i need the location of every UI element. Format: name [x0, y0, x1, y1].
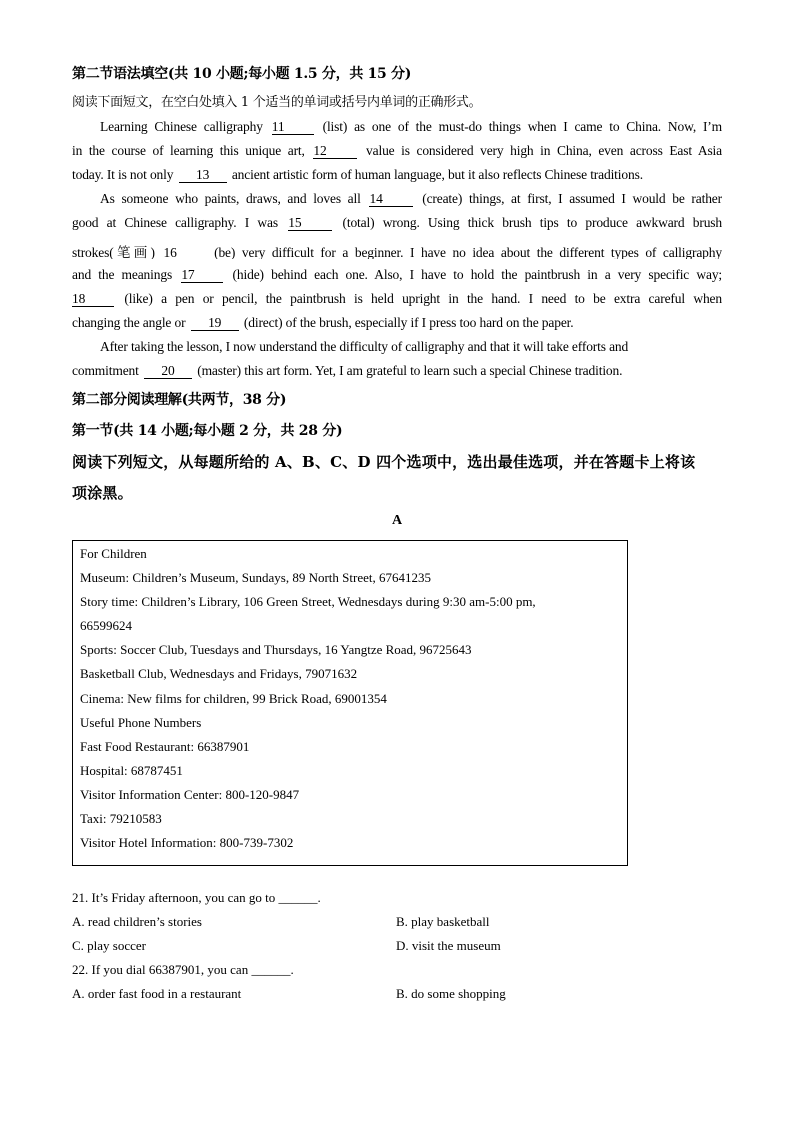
blank-11[interactable]: 11 — [272, 120, 314, 135]
blank-13[interactable]: 13 — [179, 168, 227, 183]
question-21-option-d[interactable]: D. visit the museum — [396, 938, 501, 953]
text-segment: (be) very difficult for a beginner. I have no idea about the different types of calligraphy — [214, 245, 722, 259]
notice-line: Story time: Children’s Library, 106 Green Street, Wednesdays during 9:30 am-5:00 pm, — [80, 594, 536, 609]
text-segment: value is considered very high in China, even across East Asia — [366, 143, 722, 158]
text-segment: (total) wrong. Using thick brush tips to produce awkward brush — [342, 215, 722, 230]
passage-label: A — [391, 513, 403, 528]
text-segment: today. It is not only — [72, 167, 174, 182]
text-segment: in the course of learning this unique art, — [72, 143, 305, 158]
paragraph3-line1: After taking the lesson, I now understand the difficulty of calligraphy and that it will take efforts and — [100, 339, 629, 354]
notice-line: Visitor Information Center: 800-120-9847 — [80, 787, 300, 802]
text-segment: ancient artistic form of human language, but it also reflects Chinese traditions. — [231, 167, 643, 182]
notice-line: Useful Phone Numbers — [80, 715, 202, 730]
text-segment: As someone who paints, draws, and loves all — [100, 191, 361, 206]
blank-18[interactable]: 18 — [72, 292, 114, 307]
part2-instruction-line2: 项涂黑。 — [72, 484, 133, 502]
paragraph1-line3 — [72, 167, 722, 183]
text-segment: (like) a pen or pencil, the paintbrush is held upright in the hand. I need to be extra careful when — [124, 291, 722, 306]
paragraph2-line2 — [72, 215, 722, 233]
section-heading-grammar: 第二节语法填空(共 10 小题;每小题 1.5 分，共 15 分) — [72, 66, 412, 82]
text-segment: changing the angle or — [72, 315, 186, 330]
question-21-stem: 21. It’s Friday afternoon, you can go to ______. — [72, 890, 321, 905]
paragraph2-line4 — [72, 267, 722, 285]
paragraph3-line2 — [72, 363, 722, 379]
question-22-option-a[interactable]: A. order fast food in a restaurant — [72, 986, 242, 1001]
blank-20[interactable]: 20 — [144, 364, 192, 379]
notice-line: For Children — [80, 546, 147, 561]
part2-instruction-line1: 阅读下列短文，从每题所给的 A、B、C、D 四个选项中，选出最佳选项，并在答题卡上将该 — [72, 453, 696, 471]
text-segment: commitment — [72, 363, 139, 378]
notice-line: Cinema: New films for children, 99 Brick Road, 69001354 — [80, 691, 387, 706]
text-segment: strokes(笔画) — [72, 245, 155, 259]
paragraph2-line1 — [100, 191, 722, 209]
notice-line: Visitor Hotel Information: 800-739-7302 — [80, 835, 294, 850]
notice-box — [72, 540, 628, 866]
notice-line: Fast Food Restaurant: 66387901 — [80, 739, 250, 754]
notice-line: Basketball Club, Wednesdays and Fridays, 79071632 — [80, 666, 358, 681]
part2-subheading: 第一节(共 14 小题;每小题 2 分，共 28 分) — [72, 423, 343, 439]
paragraph2-line6 — [72, 315, 722, 331]
text-segment: (direct) of the brush, especially if I press too hard on the paper. — [243, 315, 574, 330]
blank-15[interactable]: 15 — [288, 216, 332, 231]
question-22-stem: 22. If you dial 66387901, you can ______. — [72, 962, 294, 977]
blank-14[interactable]: 14 — [369, 192, 413, 207]
text-segment: Learning Chinese calligraphy — [100, 119, 263, 134]
text-segment: (list) as one of the must-do things when I came to China. Now, I’m — [322, 119, 722, 134]
text-segment: good at Chinese calligraphy. I was — [72, 215, 278, 230]
question-22-option-b[interactable]: B. do some shopping — [396, 986, 506, 1001]
paragraph2-line3 — [72, 241, 722, 259]
paragraph1-line1 — [100, 119, 722, 137]
blank-19[interactable]: 19 — [191, 316, 239, 331]
paragraph2-line5 — [72, 291, 722, 309]
text-segment: (master) this art form. Yet, I am grateful to learn such a special Chinese tradition. — [197, 363, 623, 378]
notice-line: Taxi: 79210583 — [80, 811, 162, 826]
notice-line: Museum: Children’s Museum, Sundays, 89 North Street, 67641235 — [80, 570, 431, 585]
question-21-option-a[interactable]: A. read children’s stories — [72, 914, 202, 929]
blank-12[interactable]: 12 — [313, 144, 357, 159]
question-21-option-c[interactable]: C. play soccer — [72, 938, 147, 953]
blank-16[interactable]: 16 — [163, 246, 205, 259]
paragraph1-line2 — [72, 143, 722, 161]
text-segment: (hide) behind each one. Also, I have to hold the paintbrush in a very specific way; — [232, 267, 722, 282]
text-segment: (create) things, at first, I assumed I would be rather — [422, 191, 722, 206]
blank-17[interactable]: 17 — [181, 268, 223, 283]
notice-line: 66599624 — [80, 618, 132, 633]
notice-line: Sports: Soccer Club, Tuesdays and Thursdays, 16 Yangtze Road, 96725643 — [80, 642, 472, 657]
question-21-option-b[interactable]: B. play basketball — [396, 914, 490, 929]
section-instruction: 阅读下面短文，在空白处填入 1 个适当的单词或括号内单词的正确形式。 — [72, 95, 482, 110]
part2-heading: 第二部分阅读理解(共两节，38 分) — [72, 392, 287, 408]
notice-line: Hospital: 68787451 — [80, 763, 183, 778]
text-segment: and the meanings — [72, 267, 173, 282]
